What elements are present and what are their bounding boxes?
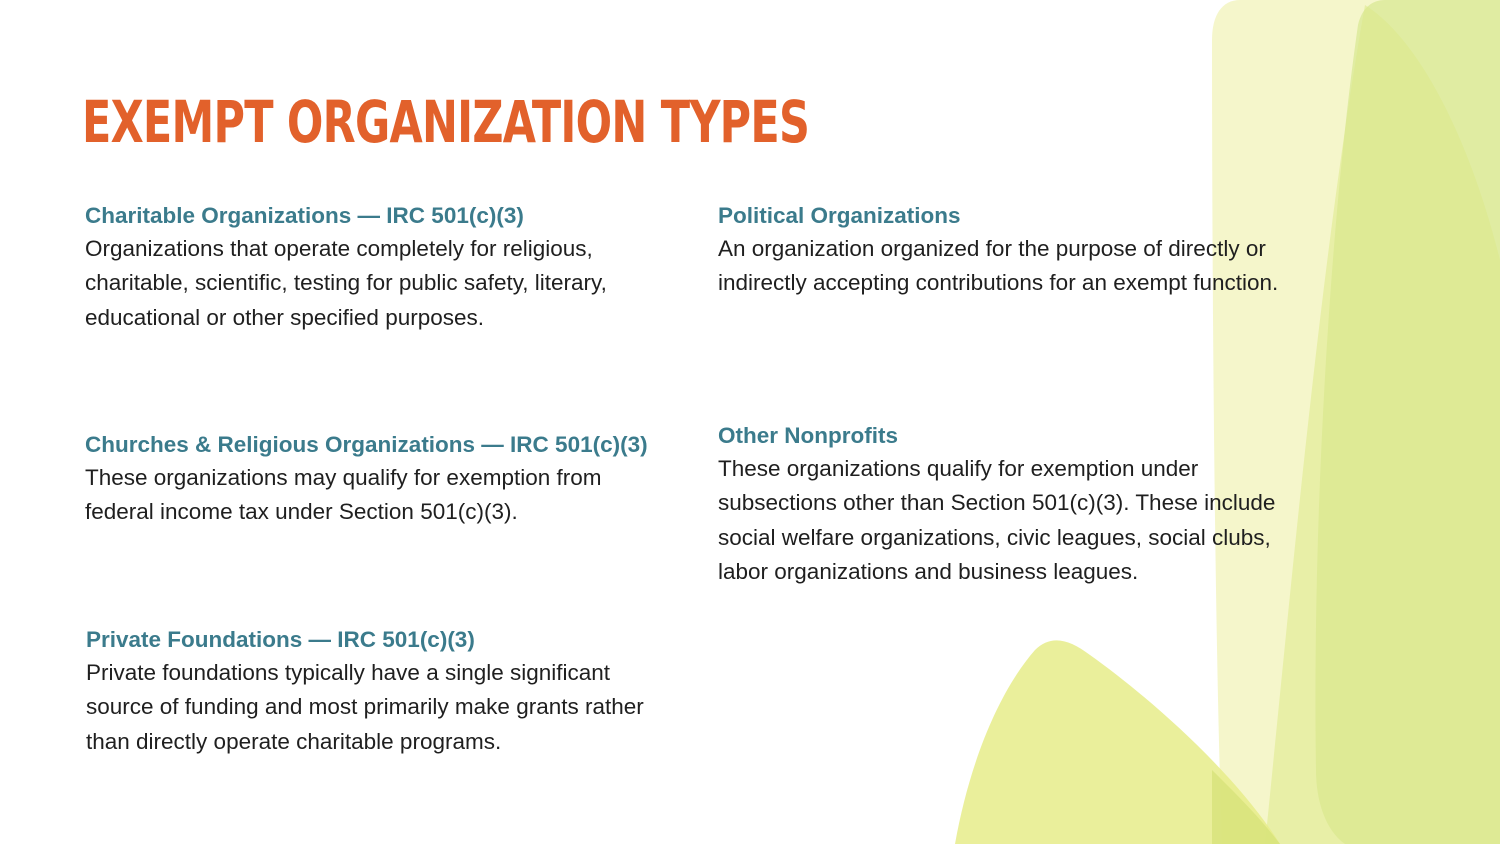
section-charitable-organizations [85, 200, 665, 335]
section-text-other: These organizations qualify for exemption under subsections other than Section 501(c)(3). These include social welfare organizations, civic leagues, social clubs, labor organizations and business leagues. [718, 456, 1276, 585]
section-text-churches: These organizations may qualify for exemption from federal income tax under Section 501(c)(3). [85, 465, 602, 525]
section-text-charitable: Organizations that operate completely for religious, charitable, scientific, testing for public safety, literary, educational or other specified purposes. [85, 236, 607, 330]
section-private-foundations [86, 624, 666, 759]
section-heading-charitable: Charitable Organizations — IRC 501(c)(3) [85, 203, 524, 228]
page-title: EXEMPT ORGANIZATION TYPES [82, 88, 810, 156]
section-text-private: Private foundations typically have a single significant source of funding and most primarily make grants rather than directly operate charitable programs. [86, 660, 644, 754]
section-churches-religious-organizations [85, 429, 665, 530]
section-heading-churches: Churches & Religious Organizations — IRC 501(c)(3) [85, 432, 648, 457]
section-heading-political: Political Organizations [718, 203, 961, 228]
section-other-nonprofits [718, 420, 1278, 590]
section-text-political: An organization organized for the purpose of directly or indirectly accepting contributions for an exempt function. [718, 236, 1279, 296]
section-heading-other: Other Nonprofits [718, 423, 898, 448]
section-political-organizations [718, 200, 1308, 301]
section-heading-private: Private Foundations — IRC 501(c)(3) [86, 627, 475, 652]
